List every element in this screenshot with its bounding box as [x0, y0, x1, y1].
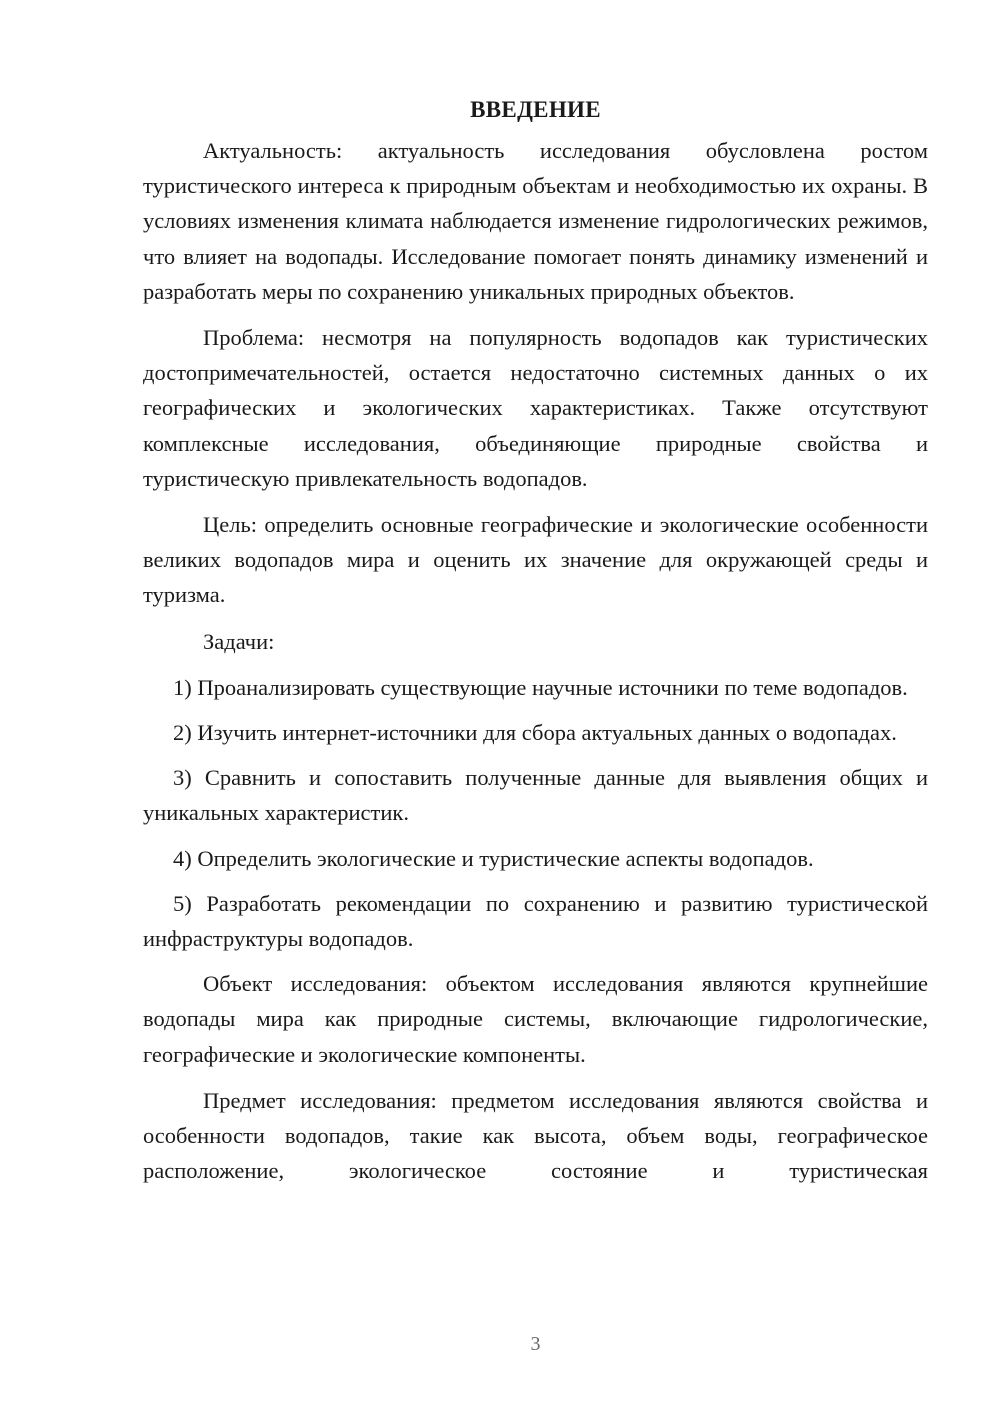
task-item-3: 3) Сравнить и сопоставить полученные данные для выявления общих и уникальных характеристик.: [143, 765, 928, 826]
document-page: [143, 92, 928, 1199]
paragraph-goal: Цель: определить основные географические и экологические особенности великих водопадов мира и оценить их значение для окружающей среды и туризма.: [143, 512, 928, 608]
tasks-heading: Задачи:: [203, 628, 275, 654]
paragraph-relevance: Актуальность: актуальность исследования обусловлена ростом туристического интереса к природным объектам и необходимостью их охраны. В условиях изменения климата наблюдается изменение гидрологических режимов, что влияет на водопады. Исследование помогает понять динамику изменений и разработать меры по сохранению уникальных природных объектов.: [143, 138, 928, 304]
task-item-5: 5) Разработать рекомендации по сохранению и развитию туристической инфраструктуры водопадов.: [143, 890, 928, 952]
paragraph-subject: Предмет исследования: предметом исследования являются свойства и особенности водопадов, такие как высота, объем воды, географическое расположение, экологическое состояние и туристическая: [143, 1087, 928, 1184]
task-item-2: 2) Изучить интернет-источники для сбора актуальных данных о водопадах.: [173, 720, 897, 746]
task-item-1: 1) Проанализировать существующие научные источники по теме водопадов.: [173, 674, 908, 700]
paragraph-object: Объект исследования: объектом исследования являются крупнейшие водопады мира как природные системы, включающие гидрологические, географические и экологические компоненты.: [143, 971, 928, 1067]
paragraph-problem: Проблема: несмотря на популярность водопадов как туристических достопримечательностей, остается недостаточно системных данных о их географических и экологических характеристиках. Также отсутствуют комплексные исследования, объединяющие природные свойства и туристическую привлекательность водопадов.: [143, 325, 928, 491]
page-number: 3: [530, 1333, 541, 1355]
section-title: ВВЕДЕНИЕ: [470, 97, 601, 122]
task-item-4: 4) Определить экологические и туристические аспекты водопадов.: [173, 845, 814, 871]
